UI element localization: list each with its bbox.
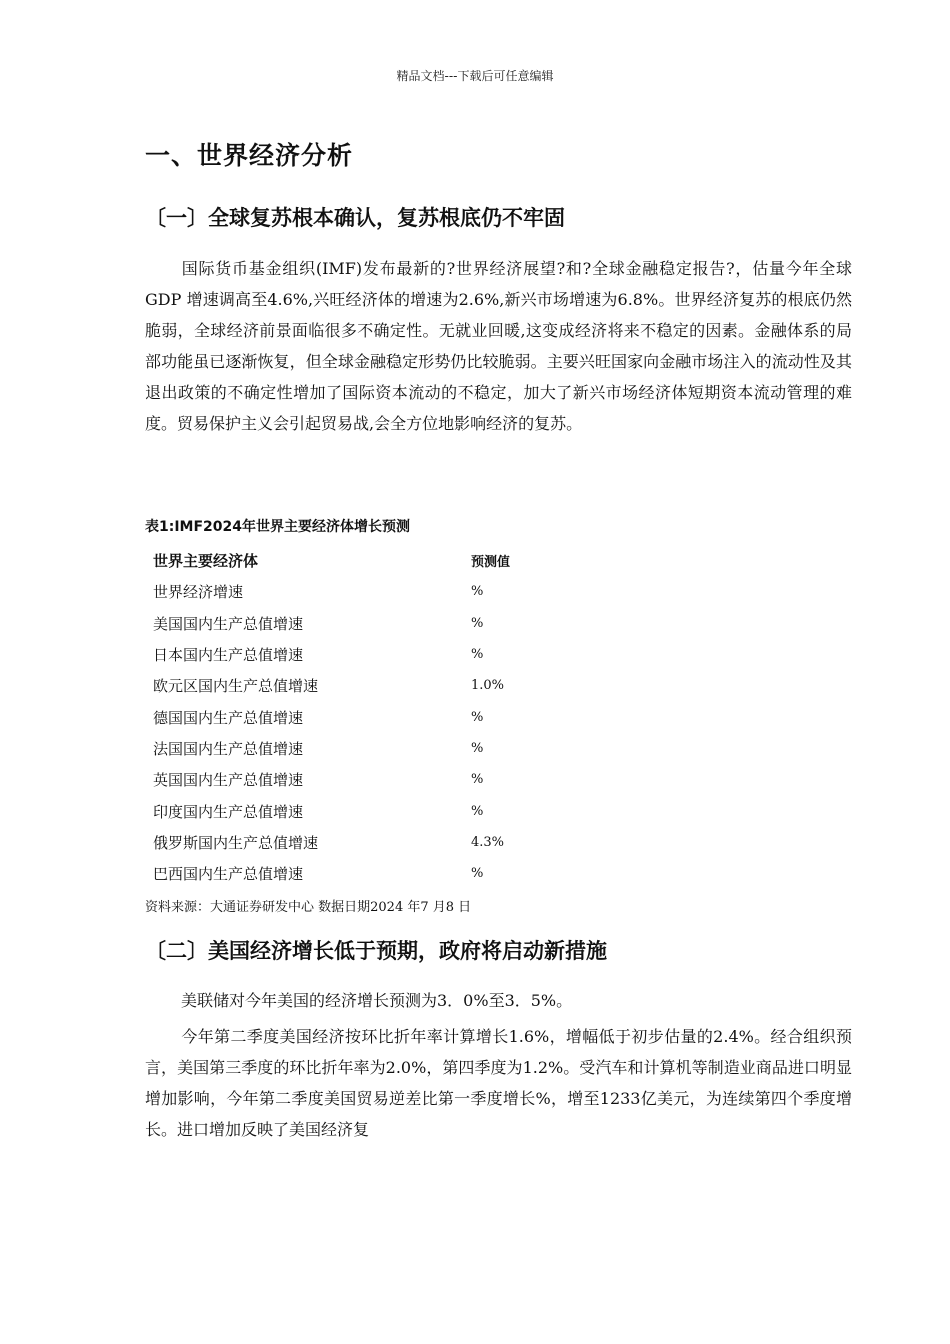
economy-cell: 法国国内生产总值增速 [153, 739, 304, 758]
economy-cell: 德国国内生产总值增速 [153, 708, 304, 727]
table-row [145, 764, 671, 795]
data-source-note: 资料来源：大通证券研发中心 数据日期2024 年7 月8 日 [145, 900, 472, 915]
chapter-title: 一、世界经济分析 [145, 141, 354, 170]
table-row [145, 733, 671, 764]
table-row [145, 858, 671, 889]
section1-paragraph [145, 253, 852, 439]
table-caption: 表1:IMF2024年世界主要经济体增长预测 [145, 519, 411, 535]
section2-paragraph-2 [145, 1021, 852, 1145]
page-header: 精品文档---下载后可任意编辑 [396, 69, 554, 83]
economy-cell: 日本国内生产总值增速 [153, 646, 304, 665]
forecast-cell: 1.0% [471, 678, 505, 694]
forecast-cell: % [471, 647, 484, 663]
forecast-cell: % [471, 866, 484, 882]
table-row [145, 576, 671, 607]
table-row [145, 701, 671, 732]
economy-cell: 欧元区国内生产总值增速 [153, 677, 319, 696]
header-economy: 世界主要经济体 [153, 552, 259, 571]
forecast-cell: 4.3% [471, 834, 505, 850]
section2-title: 〔二〕美国经济增长低于预期，政府将启动新措施 [145, 939, 607, 963]
table-row [145, 670, 671, 701]
forecast-cell: % [471, 803, 484, 819]
section2-paragraph-1-text: 美联储对今年美国的经济增长预测为3．0%至3．5%。 [181, 991, 573, 1010]
table-row [145, 639, 671, 670]
forecast-cell: % [471, 740, 484, 756]
economy-cell: 美国国内生产总值增速 [153, 614, 304, 633]
section2-paragraph-2-text: 今年第二季度美国经济按环比折年率计算增长1.6%，增幅低于初步估量的2.4%。经合组织预言，美国第三季度的环比折年率为2.0%，第四季度为1.2%。受汽车和计算机等制造业商品进口明显增加影响，今年第二季度美国贸易逆差比第一季度增长%，增至1233亿美元，为连续第四个季度增长。进口增加反映了美国经济复 [145, 1027, 852, 1139]
table-row [145, 827, 671, 858]
table-row [145, 795, 671, 826]
table-header-row [145, 545, 671, 576]
forecast-cell: % [471, 709, 484, 725]
growth-forecast-table [145, 545, 671, 889]
header-forecast: 预测值 [471, 555, 511, 571]
forecast-cell: % [471, 584, 484, 600]
forecast-cell: % [471, 615, 484, 631]
economy-cell: 印度国内生产总值增速 [153, 802, 304, 821]
section1-paragraph-text: 国际货币基金组织(IMF)发布最新的?世界经济展望?和?全球金融稳定报告?，估量今年全球GDP 增速调高至4.6%,兴旺经济体的增速为2.6%,新兴市场增速为6.8%。世界经济复苏的根底仍然脆弱，全球经济前景面临很多不确定性。无就业回暖,这变成经济将来不稳定的因素。金融体系的局部功能虽已逐渐恢复，但全球金融稳定形势仍比较脆弱。主要兴旺国家向金融市场注入的流动性及其退出政策的不确定性增加了国际资本流动的不稳定，加大了新兴市场经济体短期资本流动管理的难度。贸易保护主义会引起贸易战,会全方位地影响经济的复苏。 [145, 259, 852, 433]
economy-cell: 英国国内生产总值增速 [153, 771, 304, 790]
section1-title: 〔一〕全球复苏根本确认，复苏根底仍不牢固 [145, 206, 565, 230]
forecast-cell: % [471, 772, 484, 788]
economy-cell: 世界经济增速 [153, 583, 244, 602]
economy-cell: 俄罗斯国内生产总值增速 [153, 833, 319, 852]
section2-paragraph-1 [145, 985, 852, 1016]
economy-cell: 巴西国内生产总值增速 [153, 865, 304, 884]
table-row [145, 608, 671, 639]
